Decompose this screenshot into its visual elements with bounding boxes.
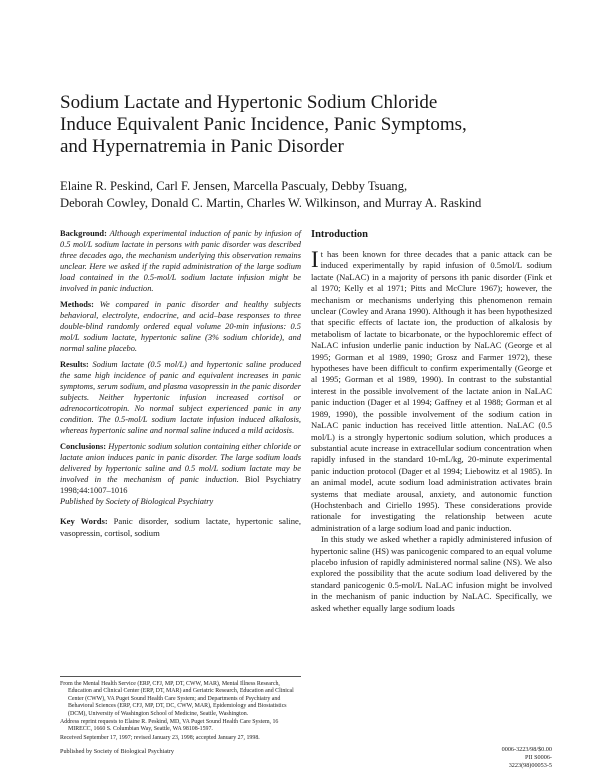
received-dates: Received September 17, 1997; revised January 23, 1998; accepted January 27, 1998. — [60, 734, 260, 741]
article-title — [60, 92, 560, 158]
author-line: Elaine R. Peskind, Carl F. Jensen, Marcella Pascualy, Debby Tsuang, — [60, 179, 408, 193]
author-line: Deborah Cowley, Donald C. Martin, Charles W. Wilkinson, and Murray A. Raskind — [60, 196, 482, 210]
conclusions-text: Hypertonic sodium solution containing either chloride or lactate anion induces panic in panic disorder. The large sodium loads delivered by hypertonic saline and 0.5 mol/L sodium lactate may be involved in the mechanism of panic induction. — [60, 442, 302, 484]
footer-issn: 0006-3223/98/$0.00 — [501, 746, 552, 753]
drop-cap: I — [311, 247, 319, 272]
abstract-background — [60, 228, 301, 294]
conclusions-label: Conclusions: — [60, 442, 107, 451]
title-line: Sodium Lactate and Hypertonic Sodium Chloride — [60, 92, 438, 113]
intro-paragraph-text: t has been known for three decades that a panic attack can be induced experimentally by rapid infusion of 0.5mol/L sodium lactate (NaLAC) in a majority of persons ith panic disorder (Fink et al 1970; Kelly et al 1971; Pitts and McClure 1967); however, the mechanism or mechanisms underlying this phenomenon remain unclear (Cowley and Arana 1990). Although it has been hypothesized that specific effects of lactate ion, the production of alkalosis by metabolism of lactate to bicarbonate, or the hypochloremic effect of NaLAC infusion underlie panic induction by NaLAC (George et al 1995; Gorman et al 1989, 1990; Grosz and Farmer 1972), these hypotheses have been difficult to confirm experimentally (George et al 1995; Gorman et al 1989, 1990). In contrast to the substantial interest in the possible involvement of the lactate anion in NaLAC panic induction (Dager et al 1994; Gaffney et al 1988; Gorman et al 1989, 1990), the possible involvement of the sodium cation in NaLAC panic induction has received little attention. NaLAC (0.5 mol/L) is a strongly hypertonic sodium solution, which produces a substantial acute increase in extracellular sodium concentration when rapidly infused in the standard 10-mL/kg, 20-minute experimental panic induction protocol (Dager et al 1994; Liebowitz et al 1985). In an animal model, acute sodium load administration activates brain systems that mediate arousal, anxiety, and autonomic function (Hochstenbach and Ciriello 1995). These considerations provide rationale for investigating the relationship between acute administration of a large sodium load and panic induction. — [311, 249, 552, 533]
methods-label: Methods: — [60, 300, 94, 309]
abstract — [60, 228, 301, 544]
background-text: Although experimental induction of panic by infusion of 0.5 mol/L sodium lactate in persons with panic disorder was described three decades ago, the mechanism underlying this observation remains unclear. Here we asked if the rapid administration of the large sodium load contained in the 0.5-mol/L sodium lactate infusion might be involved in panic induction. — [60, 229, 302, 293]
citation: Biol Psychiatry 1998;44:1007–1016 — [60, 475, 301, 495]
methods-text: We compared in panic disorder and healthy subjects behavioral, electrolyte, endocrine, and acid–base responses to three double-blind randomly ordered equal volume 20-min infusions: 0.5 mol/L sodium lactate, hypertonic saline (3% sodium chloride), and normal saline placebo. — [60, 300, 302, 353]
results-text: Sodium lactate (0.5 mol/L) and hypertonic saline produced the same high incidence of panic and equivalent increases in panic symptoms, serum sodium, and plasma vasopressin in the panic disorder subjects. Neither hypertonic infusion increased cortisol or adrenocorticotropin. No normal subject experienced panic in any condition. The 0.5-mol/L sodium lactate infusion induced alkalosis, whereas hypertonic saline and normal saline induced a mild acidosis. — [60, 360, 302, 435]
title-line: Induce Equivalent Panic Incidence, Panic Symptoms, — [60, 114, 467, 135]
introduction-heading: Introduction — [311, 229, 368, 240]
intro-paragraph-2: In this study we asked whether a rapidly administered infusion of hypertonic saline (HS) was panicogenic compared to an equal volume placebo infusion of rapidly administered normal saline (NS). We also explored the possibility that the acute sodium load delivered by the standard panicogenic 0.5-mol/L NaLAC infusion might be involved in the mechanism of panic induction by NaLAC. Specifically, we asked whether equally large sodium loads — [311, 534, 552, 613]
author-list — [60, 178, 560, 212]
background-label: Background: — [60, 229, 107, 238]
abstract-conclusions — [60, 441, 301, 507]
abstract-results — [60, 359, 301, 436]
affiliations — [60, 676, 301, 743]
keywords — [60, 516, 301, 539]
reprint-address: Address reprint requests to Elaine R. Peskind, MD, VA Puget Sound Health Care System, 16 MIRECC, 1660 S. Columbian Way, Seattle, WA 98108-1597. — [60, 719, 279, 733]
keywords-label: Key Words: — [60, 516, 108, 526]
results-label: Results: — [60, 360, 89, 369]
title-line: and Hypernatremia in Panic Disorder — [60, 136, 344, 157]
keywords-text: Panic disorder, sodium lactate, hypertonic saline, vasopressin, cortisol, sodium — [60, 516, 301, 538]
introduction-section — [311, 228, 552, 614]
affiliation-text: From the Mental Health Service (ERP, CFJ, MP, DT, CWW, MAR), Mental Illness Research, Education and Clinical Center (ERP, DT, MAR) and Geriatric Research, Education and Clinical Center (CWW), VA Puget Sound Health Care System; and Departments of Psychiatry and Behavioral Sciences (ERP, CFJ, MP, DT, DC, CWW, MAR), Epidemiology and Biostatistics (DCM), University of Washington School of Medicine, Seattle, Washington. — [60, 681, 294, 717]
footer-identifiers — [490, 746, 552, 770]
footer-pii: PII S0006-3223(98)00053-5 — [508, 754, 552, 769]
abstract-methods — [60, 299, 301, 354]
published-note: Published by Society of Biological Psychiatry — [60, 497, 214, 506]
footer-publisher: Published by Society of Biological Psychiatry — [60, 748, 174, 755]
intro-paragraph — [311, 249, 552, 534]
